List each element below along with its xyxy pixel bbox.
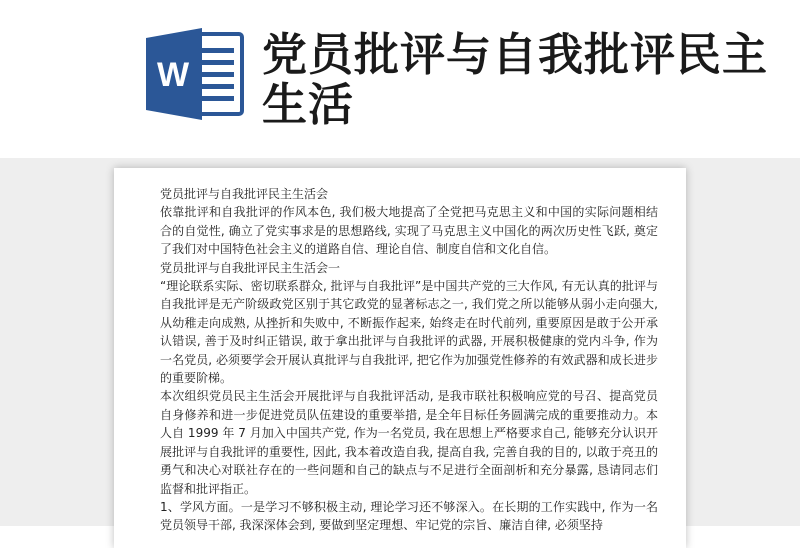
svg-text:W: W: [156, 56, 190, 94]
document-paragraph: 党员批评与自我批评民主生活会一: [160, 260, 341, 275]
document-paragraph: 依靠批评和自我批评的作风本色, 我们极大地提高了全党把马克思主义和中国的实际问题相结合的自觉性, 确立了党实事求是的思想路线, 实现了马克思主义中国化的两次历史性飞跃, 奠定了我们对中国特色社会主义的道路自信、理论自信、制度自信和文化自信。: [160, 205, 658, 257]
document-body: [160, 185, 658, 535]
document-header: [0, 0, 800, 158]
page-title: 党员批评与自我批评民主生活: [262, 28, 769, 131]
document-paragraph: “理论联系实际、密切联系群众, 批评与自我批评”是中国共产党的三大作风, 有无认真的批评与自我批评是无产阶级政党区别于其它政党的显著标志之一, 我们党之所以能够从弱小走向强大, 从幼稚走向成熟, 从挫折和失败中, 不断振作起来, 始终走在时代前列, 重要原因是敢于公开承认错误, 善于及时纠正错误, 敢于拿出批评与自我批评的武器, 开展积极健康的党内斗争, 作为一名党员, 必须要学会开展认真批评与自我批评, 把它作为加强党性修养的有效武器和成长进步的重要阶梯。: [160, 279, 658, 386]
document-paragraph: 本次组织党员民主生活会开展批评与自我批评活动, 是我市联社积极响应党的号召、提高党员自身修养和进一步促进党员队伍建设的重要举措, 是全年目标任务圆满完成的重要推动力。本人自 1999 年 7 月加入中国共产党, 作为一名党员, 我在思想上严格要求自己, 能够充分认识开展批评与自我批评的重要性, 因此, 我本着改造自我, 提高自我, 完善自我的目的, 以敢于亮丑的勇气和决心对联社存在的一些问题和自己的缺点与不足进行全面剖析和充分暴露, 恳请同志们监督和批评指正。: [160, 389, 658, 496]
document-paragraph: 1、学风方面。一是学习不够积极主动, 理论学习还不够深入。在长期的工作实践中, 作为一名党员领导干部, 我深深体会到, 要做到坚定理想、牢记党的宗旨、廉洁自律, 必须坚持: [160, 499, 658, 533]
document-paragraph: 党员批评与自我批评民主生活会: [160, 187, 329, 201]
word-document-icon: [142, 28, 246, 120]
